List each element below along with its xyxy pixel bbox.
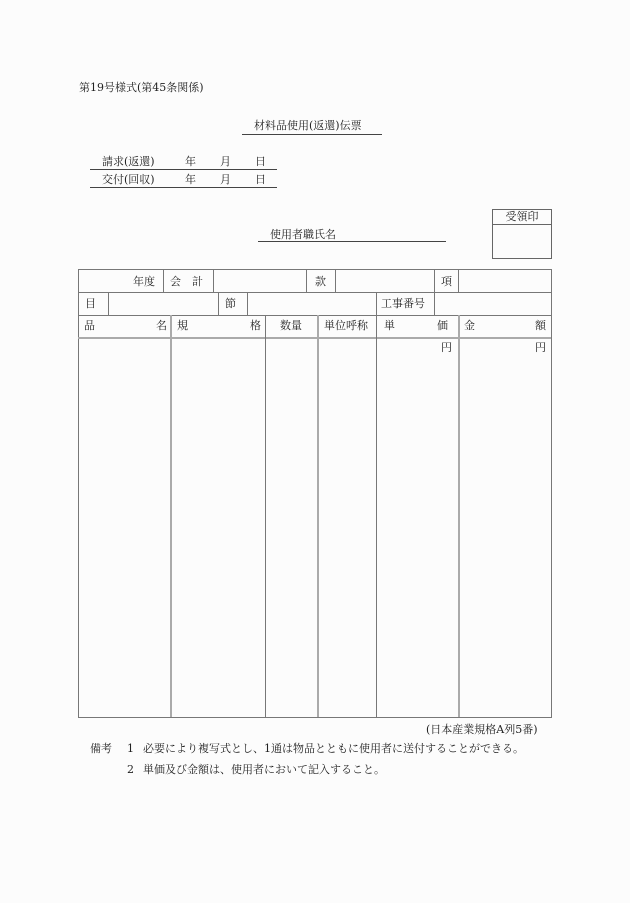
subsection-label: 節 — [225, 297, 236, 310]
work-number-label: 工事番号 — [381, 297, 425, 310]
col-divider — [170, 315, 172, 717]
header-unit-price-left: 単 — [384, 319, 395, 332]
remark-text: 必要により複写式とし、1通は物品とともに使用者に送付することができる。 — [143, 742, 524, 755]
spec-column[interactable] — [173, 340, 264, 715]
receipt-stamp-header — [493, 210, 551, 225]
col-divider — [213, 269, 214, 292]
year-label: 年 — [185, 173, 196, 186]
col-divider — [376, 292, 377, 315]
account-input[interactable] — [215, 271, 304, 291]
fiscal-year-label: 年度 — [133, 275, 155, 288]
col-divider — [458, 315, 460, 717]
col-divider — [434, 269, 435, 315]
unit-column[interactable] — [320, 340, 375, 715]
header-name-right: 名 — [156, 319, 167, 332]
item-input[interactable] — [460, 271, 549, 291]
header-amount-right: 額 — [535, 319, 546, 332]
form-title-text: 材料品使用(返還)伝票 — [254, 119, 362, 132]
receipt-stamp-label: 受領印 — [505, 210, 539, 223]
day-label: 日 — [255, 155, 266, 168]
remarks-label: 備考 — [90, 742, 112, 755]
col-divider — [218, 292, 219, 315]
amount-currency: 円 — [535, 341, 546, 354]
date-line-request — [90, 155, 277, 170]
item-name-column[interactable] — [80, 340, 169, 715]
header-spec-right: 格 — [250, 319, 261, 332]
col-divider — [306, 269, 307, 292]
unit-price-currency: 円 — [441, 341, 452, 354]
date-line-delivery — [90, 173, 277, 188]
remark-number: 2 — [127, 763, 134, 776]
month-label: 月 — [220, 155, 231, 168]
row-divider — [78, 315, 551, 316]
date-line-label: 請求(返還) — [102, 155, 155, 168]
header-spec-left: 規 — [177, 319, 188, 332]
row-divider — [78, 292, 551, 293]
header-unit-price-right: 価 — [437, 319, 448, 332]
col-divider — [317, 315, 319, 717]
col-divider — [265, 315, 266, 717]
work-number-input[interactable] — [436, 294, 549, 314]
unit-price-column[interactable] — [378, 355, 457, 715]
header-quantity: 数量 — [280, 319, 302, 332]
amount-column[interactable] — [461, 355, 549, 715]
account-label: 会 計 — [170, 275, 203, 288]
header-divider — [78, 337, 551, 339]
month-label: 月 — [220, 173, 231, 186]
user-name-label: 使用者職氏名 — [270, 228, 336, 241]
remark-text: 単価及び金額は、使用者において記入すること。 — [143, 763, 385, 776]
item-label: 項 — [441, 275, 452, 288]
col-divider — [108, 292, 109, 315]
day-label: 日 — [255, 173, 266, 186]
date-line-label: 交付(回収) — [102, 173, 155, 186]
user-name-field[interactable] — [258, 229, 446, 242]
col-divider — [247, 292, 248, 315]
receipt-stamp-box[interactable] — [492, 209, 552, 259]
header-name-left: 品 — [84, 319, 95, 332]
col-divider — [335, 269, 336, 292]
category-label: 目 — [85, 297, 96, 310]
category-input[interactable] — [110, 294, 216, 314]
fiscal-year-input[interactable] — [80, 271, 130, 291]
col-divider — [163, 269, 164, 292]
col-divider — [458, 269, 459, 292]
year-label: 年 — [185, 155, 196, 168]
col-divider — [376, 315, 377, 717]
form-title — [242, 120, 382, 135]
standard-note: (日本産業規格A列5番) — [426, 723, 538, 736]
subsection-input[interactable] — [249, 294, 374, 314]
section-label: 款 — [315, 275, 326, 288]
form-number: 第19号様式(第45条関係) — [79, 81, 204, 94]
remark-number: 1 — [127, 742, 134, 755]
header-unit: 単位呼称 — [324, 319, 368, 332]
header-amount-left: 金 — [464, 319, 475, 332]
quantity-column[interactable] — [267, 340, 316, 715]
section-input[interactable] — [337, 271, 432, 291]
